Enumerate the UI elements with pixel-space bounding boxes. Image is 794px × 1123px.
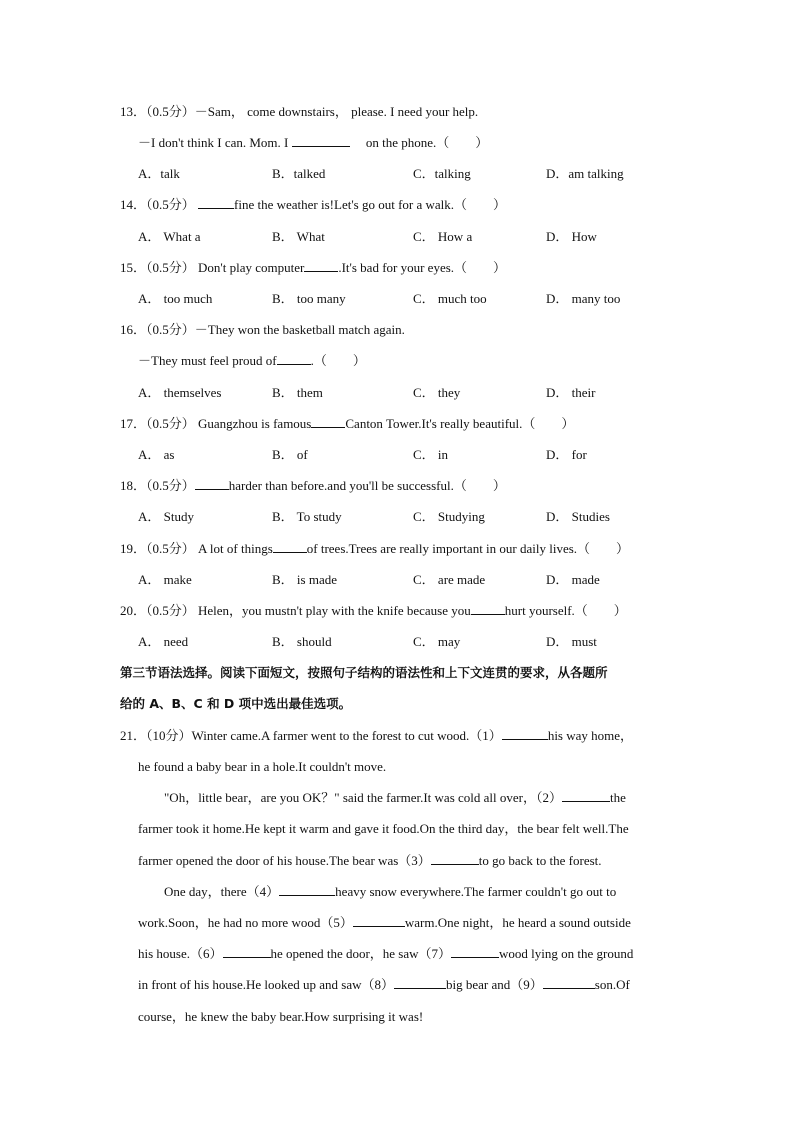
answer-blank[interactable] xyxy=(304,259,338,272)
option-c[interactable]: C． in xyxy=(413,447,449,462)
option-a[interactable]: A． too much xyxy=(138,291,213,306)
passage-text: warm.One night，he heard a sound outside xyxy=(404,915,631,930)
section-3-instructions-line-2: 给的 A、B、C 和 D 项中选出最佳选项。 xyxy=(120,696,352,711)
passage-line xyxy=(138,976,674,994)
option-a[interactable]: A． themselves xyxy=(138,385,222,400)
question-14-stem xyxy=(120,196,680,214)
option-b[interactable]: B． To study xyxy=(272,509,342,524)
question-18-text-b: harder than before.and you'll be successful.（ ） xyxy=(228,478,506,493)
option-d[interactable]: D． Studies xyxy=(546,509,610,524)
question-14-text-b: fine the weather is!Let's go out for a walk.（ ） xyxy=(234,197,507,212)
passage-line xyxy=(164,883,674,901)
option-a[interactable]: A． What a xyxy=(138,229,201,244)
question-16-line-1: 16．（0.5分）－They won the basketball match again. xyxy=(120,322,405,337)
answer-blank[interactable] xyxy=(198,196,234,209)
question-15-text-a: 15．（0.5分） Don't play computer xyxy=(120,260,305,275)
passage-text: "Oh，little bear，are you OK？" said the farmer.It was cold all over，（2） xyxy=(164,790,562,805)
answer-blank-7[interactable] xyxy=(451,945,499,958)
passage-line: he found a baby bear in a hole.It couldn't move. xyxy=(138,759,387,774)
question-20-stem xyxy=(120,602,680,620)
answer-blank-6[interactable] xyxy=(223,945,271,958)
question-16-text-a: －They must feel proud of xyxy=(138,353,277,368)
question-13-options xyxy=(138,165,678,183)
question-19-stem xyxy=(120,540,680,558)
answer-blank-5[interactable] xyxy=(353,914,405,927)
option-d[interactable]: D． must xyxy=(546,634,597,649)
question-19-text-a: 19．（0.5分） A lot of things xyxy=(120,541,273,556)
option-d[interactable]: D． made xyxy=(546,572,600,587)
question-18-options xyxy=(138,508,678,526)
answer-blank-9[interactable] xyxy=(543,976,595,989)
question-16-options xyxy=(138,384,678,402)
passage-text: 21．（10分）Winter came.A farmer went to the forest to cut wood.（1） xyxy=(120,728,502,743)
option-d[interactable]: D． How xyxy=(546,229,597,244)
question-17-options xyxy=(138,446,678,464)
question-17-text-a: 17．（0.5分） Guangzhou is famous xyxy=(120,416,312,431)
passage-text: to go back to the forest. xyxy=(478,853,602,868)
passage-line xyxy=(138,852,674,870)
question-20-options xyxy=(138,633,678,651)
option-b[interactable]: B． too many xyxy=(272,291,346,306)
question-16-text-b: .（ ） xyxy=(310,353,366,368)
passage-text: One day，there（4） xyxy=(164,884,280,899)
answer-blank[interactable] xyxy=(292,134,350,147)
question-13-text-b: on the phone.（ ） xyxy=(365,135,489,150)
option-c[interactable]: C． How a xyxy=(413,229,473,244)
option-d[interactable]: D． many too xyxy=(546,291,621,306)
option-b[interactable]: B． What xyxy=(272,229,325,244)
question-16-stem xyxy=(120,321,680,339)
passage-text: son.Of xyxy=(594,977,630,992)
option-b[interactable]: B． of xyxy=(272,447,308,462)
passage-text: in front of his house.He looked up and saw（8） xyxy=(138,977,394,992)
option-a[interactable]: A． as xyxy=(138,447,175,462)
option-a[interactable]: A． Study xyxy=(138,509,194,524)
question-17-text-b: Canton Tower.It's really beautiful.（ ） xyxy=(345,416,575,431)
passage-line: farmer took it home.He kept it warm and gave it food.On the third day，the bear felt well.The xyxy=(138,821,629,836)
question-17-stem xyxy=(120,415,680,433)
option-c[interactable]: C． are made xyxy=(413,572,486,587)
answer-blank-8[interactable] xyxy=(394,976,446,989)
question-19-text-b: of trees.Trees are really important in our daily lives.（ ） xyxy=(306,541,630,556)
option-a[interactable]: A． make xyxy=(138,572,192,587)
question-20-text-a: 20．（0.5分） Helen，you mustn't play with the knife because you xyxy=(120,603,471,618)
passage-text: his way home， xyxy=(547,728,634,743)
passage-text: wood lying on the ground xyxy=(499,946,634,961)
passage-line xyxy=(164,789,674,807)
passage-text: big bear and（9） xyxy=(446,977,543,992)
option-b[interactable]: B． should xyxy=(272,634,332,649)
passage-text: he opened the door，he saw（7） xyxy=(270,946,452,961)
answer-blank-2[interactable] xyxy=(562,789,610,802)
question-18-stem xyxy=(120,477,680,495)
passage-line: course，he knew the baby bear.How surprising it was! xyxy=(138,1009,424,1024)
question-13-stem xyxy=(120,103,680,121)
question-15-stem xyxy=(120,259,680,277)
question-13-text-a: －I don't think I can. Mom. I xyxy=(138,135,289,150)
option-d[interactable]: D．am talking xyxy=(546,166,624,181)
passage-line xyxy=(138,945,674,963)
question-19-options xyxy=(138,571,678,589)
answer-blank[interactable] xyxy=(311,415,345,428)
answer-blank-4[interactable] xyxy=(279,883,335,896)
passage-text: heavy snow everywhere.The farmer couldn't go out to xyxy=(335,884,617,899)
question-16-line-2 xyxy=(138,352,698,370)
section-3-instructions-line-1: 第三节语法选择。阅读下面短文，按照句子结构的语法性和上下文连贯的要求，从各题所 xyxy=(120,665,608,680)
question-20-text-b: hurt yourself.（ ） xyxy=(504,603,627,618)
option-c[interactable]: C． they xyxy=(413,385,461,400)
question-13-line-2 xyxy=(138,134,698,152)
passage-line xyxy=(138,914,674,932)
question-21-line-1 xyxy=(120,727,676,745)
passage-text: farmer opened the door of his house.The bear was（3） xyxy=(138,853,431,868)
question-15-options xyxy=(138,290,678,308)
option-b[interactable]: B．talked xyxy=(272,166,326,181)
passage-text: work.Soon，he had no more wood（5） xyxy=(138,915,353,930)
option-d[interactable]: D． their xyxy=(546,385,596,400)
answer-blank-1[interactable] xyxy=(502,727,548,740)
question-13-line-1: 13．（0.5分）－Sam， come downstairs， please. I need your help. xyxy=(120,104,479,119)
question-18-text-a: 18．（0.5分） xyxy=(120,478,195,493)
question-14-options xyxy=(138,228,678,246)
option-b[interactable]: B． them xyxy=(272,385,323,400)
option-a[interactable]: A． need xyxy=(138,634,189,649)
question-14-text-a: 14．（0.5分） xyxy=(120,197,195,212)
answer-blank[interactable] xyxy=(471,602,505,615)
answer-blank[interactable] xyxy=(273,540,307,553)
passage-text: the xyxy=(609,790,626,805)
answer-blank-3[interactable] xyxy=(431,852,479,865)
option-c[interactable]: C． much too xyxy=(413,291,487,306)
option-c[interactable]: C． Studying xyxy=(413,509,485,524)
passage-text: his house.（6） xyxy=(138,946,223,961)
option-c[interactable]: C． may xyxy=(413,634,461,649)
answer-blank[interactable] xyxy=(277,352,311,365)
answer-blank[interactable] xyxy=(195,477,229,490)
option-d[interactable]: D． for xyxy=(546,447,587,462)
option-c[interactable]: C．talking xyxy=(413,166,471,181)
question-15-text-b: .It's bad for your eyes.（ ） xyxy=(338,260,507,275)
option-a[interactable]: A．talk xyxy=(138,166,180,181)
option-b[interactable]: B． is made xyxy=(272,572,337,587)
